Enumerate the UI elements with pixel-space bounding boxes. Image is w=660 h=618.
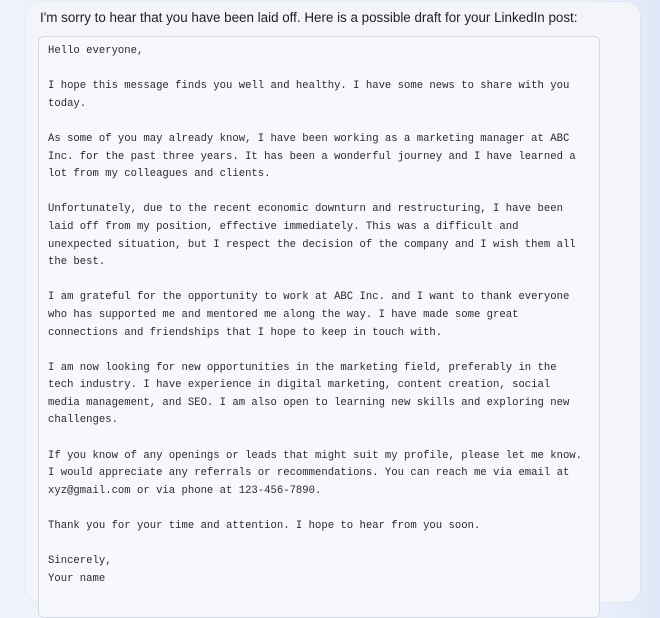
draft-line: media management, and SEO. I am also open to learning new skills and exploring new (48, 396, 570, 409)
draft-line: today. (48, 97, 87, 110)
draft-line: As some of you may already know, I have been working as a marketing manager at ABC (48, 132, 570, 145)
assistant-intro-text: I'm sorry to hear that you have been laid off. Here is a possible draft for your LinkedIn post: (40, 10, 578, 25)
draft-line: lot from my colleagues and clients. (48, 168, 271, 181)
draft-line (48, 61, 582, 79)
draft-code-block[interactable] (38, 36, 600, 618)
draft-line (48, 342, 582, 360)
draft-line: Thank you for your time and attention. I hope to hear from you soon. (48, 520, 481, 533)
draft-line: Inc. for the past three years. It has been a wonderful journey and I have learned a (48, 150, 576, 163)
draft-line (48, 430, 582, 448)
draft-line: who has supported me and mentored me along the way. I have made some great (48, 308, 519, 321)
draft-line: xyz@gmail.com or via phone at 123-456-7890. (48, 484, 322, 497)
draft-line: Your name (48, 572, 106, 585)
draft-line: I am now looking for new opportunities in the marketing field, preferably in the (48, 361, 557, 374)
draft-line: tech industry. I have experience in digital marketing, content creation, social (48, 379, 551, 392)
draft-line (48, 113, 582, 131)
draft-line: I am grateful for the opportunity to work at ABC Inc. and I want to thank everyone (48, 291, 570, 304)
draft-line: I hope this message finds you well and healthy. I have some news to share with you (48, 80, 570, 93)
draft-line: Hello everyone, (48, 45, 144, 57)
draft-line: the best. (48, 256, 106, 269)
draft-line: connections and friendships that I hope to keep in touch with. (48, 326, 443, 339)
assistant-message-card (26, 2, 640, 602)
draft-line: Unfortunately, due to the recent economic downturn and restructuring, I have been (48, 203, 563, 216)
draft-line: challenges. (48, 414, 118, 427)
draft-line: unexpected situation, but I respect the decision of the company and I wish them all (48, 238, 576, 251)
draft-line (48, 500, 582, 518)
draft-line (48, 536, 582, 554)
draft-text (48, 43, 582, 588)
draft-line: If you know of any openings or leads that might suit my profile, please let me know. (48, 449, 583, 462)
draft-line: I would appreciate any referrals or recommendations. You can reach me via email at (48, 467, 570, 480)
draft-line (48, 184, 582, 202)
draft-line: laid off from my position, effective immediately. This was a difficult and (48, 220, 519, 233)
draft-line (48, 272, 582, 290)
draft-line: Sincerely, (48, 555, 112, 568)
